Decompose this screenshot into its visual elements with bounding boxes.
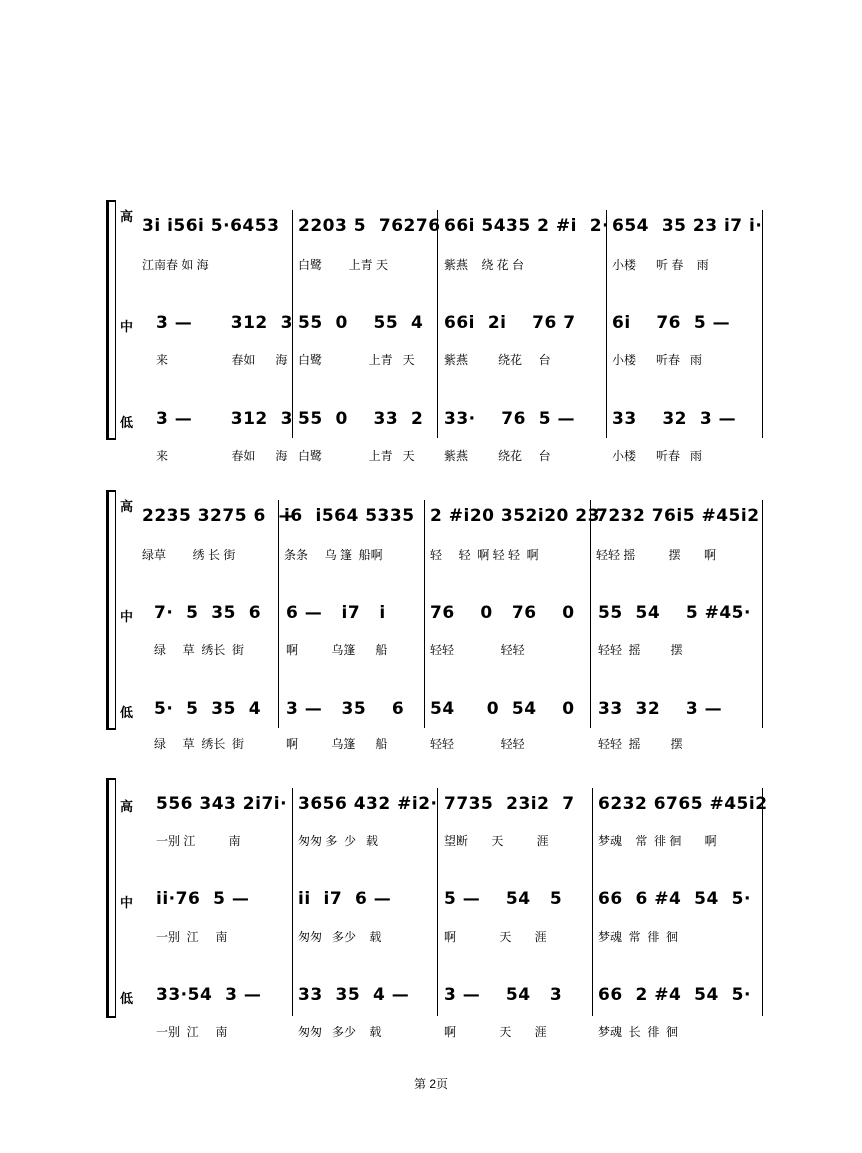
measure-lyrics: 小楼 听 春 雨	[612, 258, 709, 272]
measure-notes: 3 — 312 3	[156, 409, 293, 429]
measure-notes: 33· 76 5 —	[444, 409, 576, 429]
measure-lyrics: 梦魂 常 徘 徊	[598, 930, 679, 944]
system-brace	[106, 778, 115, 1018]
measure-lyrics: 轻轻 摇 摆 啊	[596, 548, 717, 562]
measure-lyrics: 轻轻 摇 摆	[598, 737, 683, 751]
system-brace-line	[115, 200, 116, 440]
measure-lyrics: 条条 乌 篷 船啊	[284, 548, 383, 562]
score-system-3	[106, 778, 768, 1039]
measure-lyrics: 梦魂 常 徘 徊 啊	[598, 834, 717, 848]
part-label-soprano: 高	[120, 499, 134, 514]
measure-notes: 66 6 #4 54 5·	[598, 889, 751, 909]
measure-lyrics: 绿草 绣 长 街	[142, 548, 236, 562]
measure-notes: ii·76 5 —	[156, 889, 250, 909]
measure-lyrics: 啊 乌篷 船	[286, 643, 388, 657]
part-label-bass: 低	[120, 415, 134, 430]
measure-notes: 3i i56i 5·6453	[142, 216, 280, 236]
barline	[424, 500, 425, 728]
measure-notes: 66i 2i 76 7	[444, 313, 576, 333]
score-system-2	[106, 490, 764, 751]
measure-lyrics: 梦魂 长 徘 徊	[598, 1025, 679, 1039]
measure-notes: 7735 23i2 7	[444, 794, 575, 814]
measure-lyrics: 匆匆 多少 载	[298, 1025, 382, 1039]
measure-lyrics: 啊 乌篷 船	[286, 737, 388, 751]
measure-notes: 55 54 5 #45·	[598, 603, 751, 623]
measure-lyrics: 一别 江 南	[156, 930, 228, 944]
measure-notes: 2203 5 76276	[298, 216, 441, 236]
measure-lyrics: 轻轻 轻轻	[430, 643, 525, 657]
part-label-bass: 低	[120, 705, 134, 720]
measure-notes: 7232 76i5 #45i2	[596, 506, 760, 526]
barline	[762, 210, 763, 438]
measure-notes: 55 0 55 4	[298, 313, 424, 333]
measure-notes: 3 — 312 3	[156, 313, 293, 333]
measure-notes: 33 32 3 —	[598, 699, 723, 719]
measure-lyrics: 紫燕 绕花 台	[444, 449, 551, 463]
barline	[292, 788, 293, 1016]
barline	[437, 788, 438, 1016]
measure-lyrics: 紫燕 绕花 台	[444, 353, 551, 367]
measure-notes: 2 #i20 352i20 23	[430, 506, 600, 526]
measure-lyrics: 轻轻 轻轻	[430, 737, 525, 751]
measure-notes: 33 35 4 —	[298, 985, 410, 1005]
measure-lyrics: 匆匆 多少 载	[298, 930, 382, 944]
part-label-alto: 中	[120, 319, 134, 334]
system-brace-line	[115, 490, 116, 730]
measure-lyrics: 紫燕 绕 花 台	[444, 258, 525, 272]
measure-lyrics: 白鹭 上青 天	[298, 353, 415, 367]
measure-lyrics: 来 春如 海	[156, 449, 288, 463]
measure-lyrics: 小楼 听春 雨	[612, 353, 703, 367]
barline	[278, 500, 279, 728]
measure-lyrics: 轻轻 摇 摆	[598, 643, 683, 657]
measure-lyrics: 啊 天 涯	[444, 1025, 547, 1039]
system-brace	[106, 200, 115, 440]
measure-notes: 3656 432 #i2·	[298, 794, 438, 814]
measure-notes: 55 0 33 2	[298, 409, 424, 429]
measure-notes: 33·54 3 —	[156, 985, 262, 1005]
measure-notes: 6232 6765 #45i2	[598, 794, 768, 814]
system-brace-line	[115, 778, 116, 1018]
part-label-soprano: 高	[120, 209, 134, 224]
measure-lyrics: 绿 草 绣长 街	[154, 643, 245, 657]
measure-notes: 2235 3275 6 —	[142, 506, 297, 526]
part-label-soprano: 高	[120, 799, 134, 814]
barline	[590, 500, 591, 728]
score-system-1	[106, 200, 764, 463]
measure-notes: 3 — 35 6	[286, 699, 405, 719]
measure-notes: 54 0 54 0	[430, 699, 575, 719]
system-brace	[106, 490, 115, 730]
measure-notes: 5· 5 35 4	[154, 699, 262, 719]
measure-notes: 66i 5435 2 #i 2·	[444, 216, 610, 236]
part-label-alto: 中	[120, 609, 134, 624]
barline	[437, 210, 438, 438]
measure-lyrics: 一别 江 南	[156, 1025, 228, 1039]
measure-lyrics: 江南春 如 海	[142, 258, 209, 272]
part-label-bass: 低	[120, 991, 134, 1006]
measure-lyrics: 一别 江 南	[156, 834, 241, 848]
page-number: 第 2页	[413, 1077, 448, 1091]
measure-notes: 33 32 3 —	[612, 409, 737, 429]
measure-notes: 5 — 54 5	[444, 889, 563, 909]
measure-notes: 654 35 23 i7 i·	[612, 216, 763, 236]
barline	[762, 788, 763, 1016]
barline	[606, 210, 607, 438]
measure-lyrics: 白鹭 上青 天	[298, 258, 389, 272]
measure-lyrics: 小楼 听春 雨	[612, 449, 703, 463]
measure-lyrics: 白鹭 上青 天	[298, 449, 415, 463]
measure-notes: 76 0 76 0	[430, 603, 575, 623]
measure-lyrics: 来 春如 海	[156, 353, 288, 367]
part-label-alto: 中	[120, 895, 134, 910]
measure-lyrics: 绿 草 绣长 街	[154, 737, 245, 751]
barline	[592, 788, 593, 1016]
measure-lyrics: 轻 轻 啊 轻 轻 啊	[430, 548, 539, 562]
measure-lyrics: 啊 天 涯	[444, 930, 547, 944]
measure-notes: 6i 76 5 —	[612, 313, 731, 333]
measure-notes: 6 — i7 i	[286, 603, 386, 623]
measure-notes: 7· 5 35 6	[154, 603, 262, 623]
measure-notes: 66 2 #4 54 5·	[598, 985, 751, 1005]
barline	[762, 500, 763, 728]
measure-notes: 3 — 54 3	[444, 985, 563, 1005]
measure-lyrics: 匆匆 多 少 载	[298, 834, 379, 848]
measure-notes: ii i7 6 —	[298, 889, 392, 909]
measure-notes: i6 i564 5335	[284, 506, 415, 526]
measure-notes: 556 343 2i7i·	[156, 794, 288, 814]
measure-lyrics: 望断 天 涯	[444, 834, 549, 848]
